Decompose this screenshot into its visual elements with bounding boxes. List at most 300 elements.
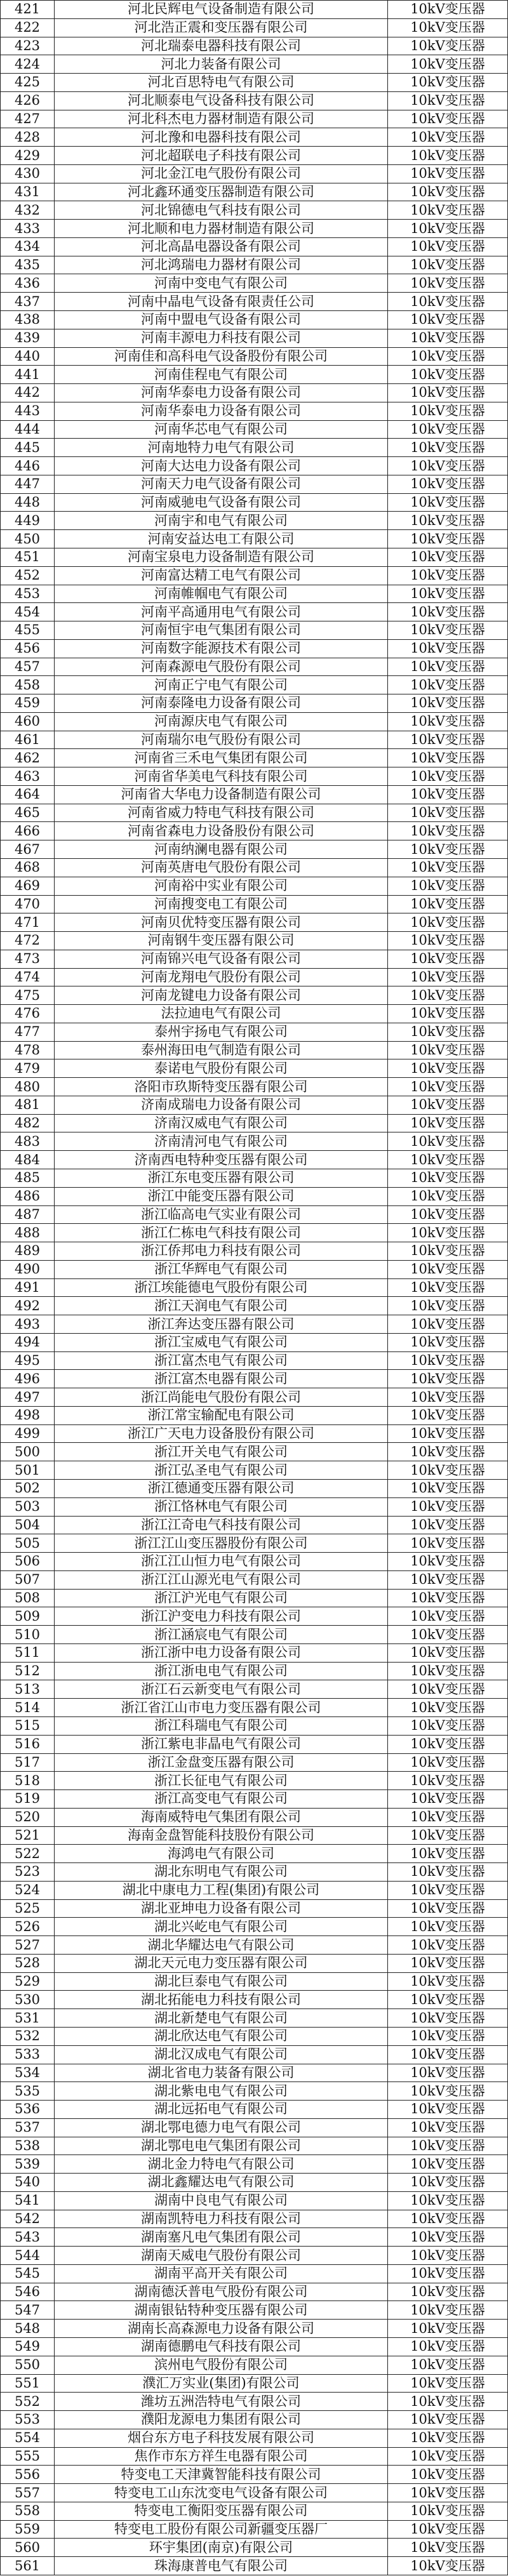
table-row <box>0 1809 508 1827</box>
table-row <box>0 1955 508 1973</box>
company-name-cell: 河北鸿瑞电力器材有限公司 <box>55 256 388 274</box>
row-number-cell: 515 <box>0 1717 55 1735</box>
row-number-cell: 505 <box>0 1534 55 1552</box>
company-name-cell: 浙江德通变压器有限公司 <box>55 1480 388 1497</box>
category-cell: 10kV变压器 <box>388 2192 508 2210</box>
company-name-cell: 浙江省江山市电力变压器有限公司 <box>55 1699 388 1716</box>
row-number-cell: 449 <box>0 512 55 529</box>
row-number-cell: 439 <box>0 329 55 347</box>
category-cell: 10kV变压器 <box>388 2064 508 2082</box>
table-row <box>0 2009 508 2028</box>
row-number-cell: 547 <box>0 2301 55 2319</box>
row-number-cell: 467 <box>0 840 55 858</box>
row-number-cell: 461 <box>0 731 55 749</box>
category-cell: 10kV变压器 <box>388 1005 508 1023</box>
table-row <box>0 1059 508 1078</box>
category-cell: 10kV变压器 <box>388 1607 508 1625</box>
category-cell: 10kV变压器 <box>388 1388 508 1406</box>
table-row <box>0 1827 508 1845</box>
table-row <box>0 1242 508 1261</box>
table-row <box>0 2228 508 2247</box>
table-row <box>0 1571 508 1590</box>
row-number-cell: 437 <box>0 293 55 310</box>
table-row <box>0 2320 508 2338</box>
category-cell: 10kV变压器 <box>388 1042 508 1059</box>
category-cell: 10kV变压器 <box>388 658 508 676</box>
category-cell: 10kV变压器 <box>388 1261 508 1278</box>
category-cell: 10kV变压器 <box>388 1790 508 1808</box>
category-cell: 10kV变压器 <box>388 384 508 402</box>
row-number-cell: 440 <box>0 348 55 366</box>
category-cell: 10kV变压器 <box>388 1517 508 1534</box>
category-cell: 10kV变压器 <box>388 329 508 347</box>
company-name-cell: 河北锦德电气科技有限公司 <box>55 201 388 219</box>
row-number-cell: 507 <box>0 1571 55 1589</box>
row-number-cell: 434 <box>0 238 55 256</box>
table-row <box>0 2119 508 2137</box>
table-row <box>0 475 508 494</box>
category-cell: 10kV变压器 <box>388 1699 508 1716</box>
category-cell: 10kV变压器 <box>388 457 508 475</box>
table-row <box>0 2448 508 2466</box>
category-cell: 10kV变压器 <box>388 2557 508 2575</box>
category-cell: 10kV变压器 <box>388 1279 508 1297</box>
row-number-cell: 540 <box>0 2174 55 2191</box>
category-cell: 10kV变压器 <box>388 2301 508 2319</box>
company-name-cell: 浙江江奇电气科技有限公司 <box>55 1517 388 1534</box>
company-name-cell: 海南金盘智能科技股份有限公司 <box>55 1827 388 1845</box>
row-number-cell: 495 <box>0 1352 55 1370</box>
table-row <box>0 1517 508 1535</box>
row-number-cell: 421 <box>0 1 55 18</box>
row-number-cell: 494 <box>0 1334 55 1351</box>
table-row <box>0 621 508 640</box>
row-number-cell: 474 <box>0 969 55 986</box>
table-row <box>0 676 508 694</box>
company-name-cell: 河南丰源电力科技有限公司 <box>55 329 388 347</box>
row-number-cell: 558 <box>0 2502 55 2520</box>
row-number-cell: 553 <box>0 2411 55 2429</box>
category-cell: 10kV变压器 <box>388 1863 508 1881</box>
table-row <box>0 749 508 767</box>
company-name-cell: 法拉迪电气有限公司 <box>55 1005 388 1023</box>
table-row <box>0 950 508 969</box>
company-name-cell: 河南裕中实业有限公司 <box>55 877 388 895</box>
category-cell: 10kV变压器 <box>388 621 508 639</box>
category-cell: 10kV变压器 <box>388 694 508 712</box>
row-number-cell: 481 <box>0 1096 55 1114</box>
company-name-cell: 浙江紫电非晶电气有限公司 <box>55 1736 388 1753</box>
row-number-cell: 523 <box>0 1863 55 1881</box>
row-number-cell: 438 <box>0 311 55 329</box>
table-row <box>0 859 508 877</box>
table-row <box>0 165 508 183</box>
table-row <box>0 1297 508 1315</box>
company-name-cell: 浙江埃能德电气股份有限公司 <box>55 1279 388 1297</box>
table-row <box>0 1279 508 1298</box>
category-cell: 10kV变压器 <box>388 676 508 694</box>
category-cell: 10kV变压器 <box>388 2356 508 2374</box>
table-row <box>0 658 508 677</box>
row-number-cell: 478 <box>0 1042 55 1059</box>
company-name-cell: 潍坊五洲浩特电气有限公司 <box>55 2393 388 2410</box>
row-number-cell: 533 <box>0 2046 55 2064</box>
company-name-cell: 浙江弘圣电气有限公司 <box>55 1461 388 1479</box>
category-cell: 10kV变压器 <box>388 2028 508 2045</box>
table-row <box>0 1534 508 1553</box>
row-number-cell: 519 <box>0 1790 55 1808</box>
table-row <box>0 1900 508 1918</box>
table-row <box>0 1918 508 1936</box>
table-row <box>0 1388 508 1407</box>
table-row <box>0 421 508 439</box>
company-name-cell: 浙江宝威电气有限公司 <box>55 1334 388 1351</box>
category-cell: 10kV变压器 <box>388 1206 508 1224</box>
table-row <box>0 439 508 457</box>
row-number-cell: 493 <box>0 1315 55 1333</box>
row-number-cell: 526 <box>0 1918 55 1935</box>
category-cell: 10kV变压器 <box>388 2119 508 2137</box>
row-number-cell: 422 <box>0 19 55 37</box>
row-number-cell: 475 <box>0 986 55 1004</box>
category-cell: 10kV变压器 <box>388 1059 508 1077</box>
row-number-cell: 477 <box>0 1023 55 1041</box>
row-number-cell: 546 <box>0 2283 55 2301</box>
row-number-cell: 557 <box>0 2484 55 2502</box>
category-cell: 10kV变压器 <box>388 950 508 968</box>
row-number-cell: 460 <box>0 713 55 731</box>
company-name-cell: 河北力装备有限公司 <box>55 55 388 73</box>
company-name-cell: 河北浩正震和变压器有限公司 <box>55 19 388 37</box>
company-name-cell: 浙江天润电气有限公司 <box>55 1297 388 1315</box>
company-name-cell: 浙江临高电气实业有限公司 <box>55 1206 388 1224</box>
category-cell: 10kV变压器 <box>388 2283 508 2301</box>
row-number-cell: 531 <box>0 2009 55 2027</box>
category-cell: 10kV变压器 <box>388 1754 508 1772</box>
company-name-cell: 湖北中康电力工程(集团)有限公司 <box>55 1882 388 1899</box>
category-cell: 10kV变压器 <box>388 877 508 895</box>
category-cell: 10kV变压器 <box>388 1023 508 1041</box>
category-cell: 10kV变压器 <box>388 1224 508 1242</box>
category-cell: 10kV变压器 <box>388 1407 508 1424</box>
company-name-cell: 济南汉威电气有限公司 <box>55 1115 388 1132</box>
company-name-cell: 浙江科瑞电气有限公司 <box>55 1717 388 1735</box>
company-name-cell: 湖南德鹏电气科技有限公司 <box>55 2338 388 2356</box>
table-row <box>0 2356 508 2375</box>
category-cell: 10kV变压器 <box>388 1352 508 1370</box>
table-row <box>0 1096 508 1115</box>
category-cell: 10kV变压器 <box>388 110 508 128</box>
table-row <box>0 640 508 658</box>
table-row <box>0 2101 508 2119</box>
company-name-cell: 河南宝泉电力设备制造有限公司 <box>55 548 388 566</box>
category-cell: 10kV变压器 <box>388 2429 508 2447</box>
row-number-cell: 503 <box>0 1498 55 1516</box>
table-row <box>0 2046 508 2064</box>
category-cell: 10kV变压器 <box>388 1827 508 1845</box>
table-row <box>0 348 508 366</box>
company-name-cell: 浙江沪光电气有限公司 <box>55 1590 388 1607</box>
row-number-cell: 535 <box>0 2082 55 2100</box>
company-name-cell: 湖北天元电力变压器有限公司 <box>55 1955 388 1972</box>
company-name-cell: 浙江侨邦电力科技有限公司 <box>55 1242 388 1260</box>
row-number-cell: 425 <box>0 74 55 91</box>
row-number-cell: 482 <box>0 1115 55 1132</box>
table-row <box>0 603 508 621</box>
row-number-cell: 479 <box>0 1059 55 1077</box>
table-row <box>0 512 508 530</box>
category-cell: 10kV变压器 <box>388 1736 508 1753</box>
company-name-cell: 河南平高通用电气有限公司 <box>55 603 388 621</box>
company-name-cell: 浙江江山变压器股份有限公司 <box>55 1534 388 1552</box>
table-row <box>0 1042 508 1060</box>
category-cell: 10kV变压器 <box>388 767 508 785</box>
company-name-cell: 济南西电特种变压器有限公司 <box>55 1151 388 1169</box>
category-cell: 10kV变压器 <box>388 1334 508 1351</box>
row-number-cell: 537 <box>0 2119 55 2137</box>
row-number-cell: 517 <box>0 1754 55 1772</box>
row-number-cell: 538 <box>0 2137 55 2155</box>
category-cell: 10kV变压器 <box>388 201 508 219</box>
table-row <box>0 1443 508 1461</box>
row-number-cell: 549 <box>0 2338 55 2356</box>
row-number-cell: 534 <box>0 2064 55 2082</box>
company-name-cell: 河南森源电气股份有限公司 <box>55 658 388 676</box>
category-cell: 10kV变压器 <box>388 293 508 310</box>
category-cell: 10kV变压器 <box>388 2174 508 2191</box>
company-name-cell: 河南佳程电气有限公司 <box>55 366 388 383</box>
table-row <box>0 1644 508 1663</box>
company-name-cell: 河北豫和电器科技有限公司 <box>55 128 388 146</box>
row-number-cell: 520 <box>0 1809 55 1826</box>
row-number-cell: 435 <box>0 256 55 274</box>
company-name-cell: 河南龙键电力设备有限公司 <box>55 986 388 1004</box>
row-number-cell: 446 <box>0 457 55 475</box>
company-name-cell: 浙江富杰电器有限公司 <box>55 1370 388 1388</box>
category-cell: 10kV变压器 <box>388 1626 508 1643</box>
table-row <box>0 731 508 750</box>
company-name-cell: 河南数字能源技术有限公司 <box>55 640 388 658</box>
table-row <box>0 1224 508 1242</box>
company-name-cell: 河南钢牛变压器有限公司 <box>55 932 388 950</box>
category-cell: 10kV变压器 <box>388 1991 508 2008</box>
company-name-cell: 河南帷帼电气有限公司 <box>55 585 388 603</box>
category-cell: 10kV变压器 <box>388 1900 508 1918</box>
company-name-cell: 河南贝优特变压器有限公司 <box>55 913 388 931</box>
table-row <box>0 147 508 165</box>
table-row <box>0 2429 508 2448</box>
company-name-cell: 河北超联电子科技有限公司 <box>55 147 388 164</box>
category-cell: 10kV变压器 <box>388 2448 508 2466</box>
table-row <box>0 1607 508 1626</box>
category-cell: 10kV变压器 <box>388 2155 508 2173</box>
category-cell: 10kV变压器 <box>388 1242 508 1260</box>
category-cell: 10kV变压器 <box>388 1663 508 1680</box>
table-row <box>0 2301 508 2320</box>
category-cell: 10kV变压器 <box>388 1461 508 1479</box>
company-name-cell: 湖南天威电气股份有限公司 <box>55 2247 388 2264</box>
company-name-cell: 河南华泰电力设备有限公司 <box>55 402 388 420</box>
company-name-cell: 河南英唐电气股份有限公司 <box>55 859 388 877</box>
row-number-cell: 459 <box>0 694 55 712</box>
company-name-cell: 河南大达电力设备有限公司 <box>55 457 388 475</box>
table-row <box>0 311 508 329</box>
category-cell: 10kV变压器 <box>388 1315 508 1333</box>
row-number-cell: 555 <box>0 2448 55 2466</box>
table-row <box>0 2521 508 2539</box>
company-name-cell: 湖南中良电气有限公司 <box>55 2192 388 2210</box>
row-number-cell: 441 <box>0 366 55 383</box>
company-name-cell: 海鸿电气有限公司 <box>55 1845 388 1862</box>
row-number-cell: 450 <box>0 530 55 548</box>
company-name-cell: 河南锦兴电气设备有限公司 <box>55 950 388 968</box>
table-row <box>0 1845 508 1863</box>
category-cell: 10kV变压器 <box>388 2338 508 2356</box>
company-name-cell: 河北顺泰电气设备科技有限公司 <box>55 92 388 110</box>
company-name-cell: 浙江富杰电气有限公司 <box>55 1352 388 1370</box>
table-row <box>0 2375 508 2393</box>
table-row <box>0 128 508 147</box>
table-row <box>0 2283 508 2302</box>
row-number-cell: 529 <box>0 1973 55 1991</box>
table-row <box>0 1461 508 1480</box>
company-name-cell: 浙江东电变压器有限公司 <box>55 1169 388 1187</box>
company-name-cell: 浙江奔达变压器有限公司 <box>55 1315 388 1333</box>
category-cell: 10kV变压器 <box>388 2502 508 2520</box>
company-name-cell: 浙江江山恒力电气有限公司 <box>55 1553 388 1570</box>
category-cell: 10kV变压器 <box>388 402 508 420</box>
company-name-cell: 河北顺和电力器材制造有限公司 <box>55 220 388 237</box>
table-row <box>0 329 508 348</box>
company-name-cell: 泰州海田电气制造有限公司 <box>55 1042 388 1059</box>
row-number-cell: 512 <box>0 1663 55 1680</box>
company-name-cell: 浙江沪变电力科技有限公司 <box>55 1607 388 1625</box>
table-row <box>0 1973 508 1991</box>
category-cell: 10kV变压器 <box>388 1845 508 1862</box>
table-row <box>0 969 508 987</box>
row-number-cell: 521 <box>0 1827 55 1845</box>
company-name-cell: 湖北华耀达电气有限公司 <box>55 1936 388 1954</box>
category-cell: 10kV变压器 <box>388 2539 508 2556</box>
row-number-cell: 543 <box>0 2228 55 2246</box>
table-row <box>0 37 508 56</box>
row-number-cell: 473 <box>0 950 55 968</box>
table-row <box>0 2411 508 2429</box>
table-row <box>0 1699 508 1717</box>
category-cell: 10kV变压器 <box>388 1918 508 1935</box>
row-number-cell: 454 <box>0 603 55 621</box>
table-row <box>0 2174 508 2192</box>
table-row <box>0 1754 508 1772</box>
table-row <box>0 585 508 604</box>
category-cell: 10kV变压器 <box>388 1480 508 1497</box>
table-row <box>0 1680 508 1699</box>
category-cell: 10kV变压器 <box>388 128 508 146</box>
table-row <box>0 1663 508 1681</box>
company-name-cell: 湖北拓能电力科技有限公司 <box>55 1991 388 2008</box>
category-cell: 10kV变压器 <box>388 713 508 731</box>
table-row <box>0 1553 508 1571</box>
row-number-cell: 559 <box>0 2521 55 2539</box>
table-row <box>0 767 508 786</box>
row-number-cell: 463 <box>0 767 55 785</box>
category-cell: 10kV变压器 <box>388 165 508 183</box>
row-number-cell: 451 <box>0 548 55 566</box>
table-row <box>0 822 508 840</box>
company-name-cell: 湖北远拓电气有限公司 <box>55 2101 388 2118</box>
table-row <box>0 1717 508 1736</box>
company-name-cell: 湖北欣达电气有限公司 <box>55 2028 388 2045</box>
table-row <box>0 1261 508 1279</box>
table-row <box>0 2137 508 2156</box>
company-name-cell: 河南中晶电气设备有限责任公司 <box>55 293 388 310</box>
category-cell: 10kV变压器 <box>388 1882 508 1899</box>
category-cell: 10kV变压器 <box>388 1078 508 1096</box>
company-name-cell: 洛阳市玖斯特变压器有限公司 <box>55 1078 388 1096</box>
row-number-cell: 513 <box>0 1680 55 1698</box>
table-row <box>0 110 508 129</box>
category-cell: 10kV变压器 <box>388 439 508 456</box>
row-number-cell: 444 <box>0 421 55 439</box>
category-cell: 10kV变压器 <box>388 1188 508 1205</box>
row-number-cell: 465 <box>0 804 55 822</box>
row-number-cell: 476 <box>0 1005 55 1023</box>
row-number-cell: 455 <box>0 621 55 639</box>
table-row <box>0 1370 508 1388</box>
table-row <box>0 1334 508 1352</box>
table-row <box>0 2064 508 2083</box>
table-row <box>0 293 508 311</box>
company-name-cell: 泰州宇扬电气有限公司 <box>55 1023 388 1041</box>
row-number-cell: 528 <box>0 1955 55 1972</box>
category-cell: 10kV变压器 <box>388 640 508 658</box>
category-cell: 10kV变压器 <box>388 1644 508 1662</box>
table-row <box>0 1882 508 1900</box>
row-number-cell: 516 <box>0 1736 55 1753</box>
company-name-cell: 河南地特力电气有限公司 <box>55 439 388 456</box>
category-cell: 10kV变压器 <box>388 494 508 512</box>
category-cell: 10kV变压器 <box>388 2411 508 2429</box>
row-number-cell: 472 <box>0 932 55 950</box>
table-row <box>0 238 508 256</box>
table-row <box>0 494 508 512</box>
category-cell: 10kV变压器 <box>388 475 508 493</box>
table-row <box>0 1352 508 1371</box>
company-name-cell: 烟台东方电子科技发展有限公司 <box>55 2429 388 2447</box>
row-number-cell: 525 <box>0 1900 55 1918</box>
table-row <box>0 183 508 202</box>
category-cell: 10kV变压器 <box>388 1169 508 1187</box>
category-cell: 10kV变压器 <box>388 183 508 201</box>
table-row <box>0 1115 508 1133</box>
category-cell: 10kV变压器 <box>388 530 508 548</box>
category-cell: 10kV变压器 <box>388 366 508 383</box>
row-number-cell: 509 <box>0 1607 55 1625</box>
row-number-cell: 485 <box>0 1169 55 1187</box>
company-name-cell: 浙江华辉电气有限公司 <box>55 1261 388 1278</box>
company-name-cell: 河南省威力特电气科技有限公司 <box>55 804 388 822</box>
table-row <box>0 384 508 402</box>
company-name-cell: 环宇集团(南京)有限公司 <box>55 2539 388 2556</box>
row-number-cell: 551 <box>0 2375 55 2393</box>
category-cell: 10kV变压器 <box>388 55 508 73</box>
row-number-cell: 432 <box>0 201 55 219</box>
row-number-cell: 424 <box>0 55 55 73</box>
table-row <box>0 2557 508 2575</box>
company-name-cell: 河北高晶电器设备有限公司 <box>55 238 388 256</box>
company-name-cell: 湖北亚坤电力设备有限公司 <box>55 1900 388 1918</box>
company-name-cell: 河北瑞泰电器科技有限公司 <box>55 37 388 55</box>
